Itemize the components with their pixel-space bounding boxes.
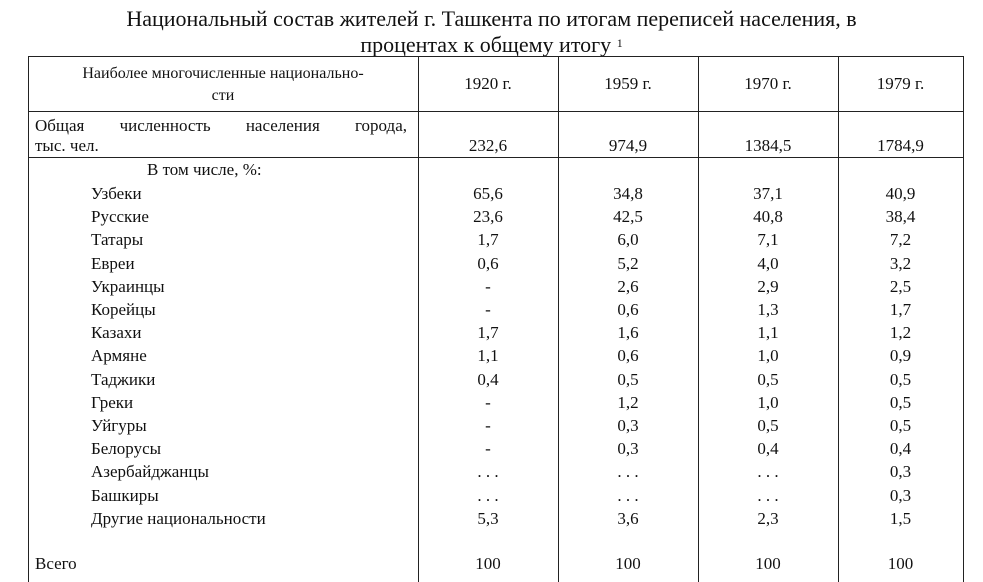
percentage-cell: 0,5 [757,370,779,389]
percentage-cell: 0,4 [477,370,499,389]
year-header-1979: 1979 г. [876,74,925,93]
percentage-cell: 1,6 [617,323,639,342]
nationality-label: Уйгуры [91,416,147,435]
percentage-cell: 7,2 [889,230,912,249]
census-table [28,56,964,582]
total-population-label-line-2: тыс. чел. [35,136,99,155]
percentage-cell: 0,3 [889,462,912,481]
footnote-marker: 1 [616,36,623,50]
percentage-cell: 1,2 [889,323,912,342]
percentage-cell: 5,2 [617,254,639,273]
nationality-header-line-2: сти [211,87,235,104]
percentage-cell: 0,6 [477,254,499,273]
percentage-cell: 40,9 [885,184,916,203]
total-population-1970: 1384,5 [744,136,792,155]
percentage-cell: 0,9 [889,346,912,365]
nationality-label: Другие национальности [91,509,266,528]
percentage-cell: 1,5 [889,509,912,528]
percentage-cell: 2,3 [757,509,779,528]
percentage-cell: . . . [617,462,639,481]
percentage-cell: - [485,416,491,435]
percentage-cell: 2,9 [757,277,779,296]
percentage-cell: 23,6 [473,207,503,226]
percentage-cell: 3,2 [889,254,912,273]
percentage-cell: 42,5 [613,207,643,226]
title-line-2-text: процентах к общему итогу [360,32,612,57]
percentage-cell: 2,6 [617,277,639,296]
nationality-label: Таджики [91,370,156,389]
percentage-cell: . . . [477,462,499,481]
percentage-cell: 40,8 [753,207,783,226]
nationality-label: Азербайджанцы [91,462,209,481]
total-population-label [35,116,407,156]
percentage-cell: 1,3 [757,300,779,319]
percentage-cell: 1,2 [617,393,639,412]
total-population-1959: 974,9 [608,136,648,155]
percentage-cell: 1,1 [757,323,779,342]
percentage-cell: - [485,300,491,319]
nationality-column-header [33,63,413,107]
percentage-cell: 0,4 [889,439,912,458]
nationality-label: Узбеки [91,184,142,203]
percentage-cell: 0,5 [757,416,779,435]
total-row-1979: 100 [887,554,914,573]
total-row-1959: 100 [615,554,641,573]
year-header-1959: 1959 г. [604,74,652,93]
percentage-cell: 3,6 [617,509,639,528]
percentage-cell: 0,6 [617,346,639,365]
percentage-cell: 38,4 [885,207,916,226]
total-row-1970: 100 [755,554,781,573]
percentage-cell: 0,5 [617,370,639,389]
nationality-label: Украинцы [91,277,165,296]
percentage-cell: 1,7 [477,230,499,249]
percentage-cell: 34,8 [613,184,643,203]
title-line-1: Национальный состав жителей г. Ташкента по итогам переписей населения, в [126,6,857,31]
percentage-cell: 5,3 [477,509,499,528]
row-divider [29,157,963,158]
percentage-cell: - [485,439,491,458]
percentage-cell: 1,7 [477,323,499,342]
percentage-cell: 0,3 [617,439,639,458]
percentage-cell: 6,0 [617,230,639,249]
nationality-label: Казахи [91,323,142,342]
subheader-including: В том числе, %: [147,160,262,179]
percentage-cell: 0,5 [889,370,912,389]
percentage-cell: 37,1 [753,184,783,203]
percentage-cell: 2,5 [889,277,912,296]
percentage-cell: 1,1 [477,346,499,365]
percentage-cell: . . . [477,486,499,505]
percentage-cell: 0,6 [617,300,639,319]
nationality-label: Евреи [91,254,135,273]
nationality-label: Башкиры [91,486,159,505]
percentage-cell: 0,3 [617,416,639,435]
percentage-cell: 0,3 [889,486,912,505]
percentage-cell: 65,6 [473,184,503,203]
percentage-cell: . . . [617,486,639,505]
percentage-cell: 0,5 [889,416,912,435]
percentage-cell: 0,5 [889,393,912,412]
percentage-cell: . . . [757,486,779,505]
nationality-label: Белорусы [91,439,162,458]
row-divider [29,111,963,112]
nationality-label: Корейцы [91,300,156,319]
percentage-cell: 0,4 [757,439,779,458]
title-line-2 [0,32,983,58]
year-header-1970: 1970 г. [744,74,792,93]
year-header-1920: 1920 г. [464,74,512,93]
percentage-cell: 1,0 [757,393,779,412]
total-population-1920: 232,6 [468,136,508,155]
nationality-label: Русские [91,207,149,226]
total-row-label: Всего [35,554,77,573]
percentage-cell: . . . [757,462,779,481]
percentage-cell: 1,7 [889,300,912,319]
percentage-cell: - [485,277,491,296]
percentage-cell: - [485,393,491,412]
percentage-cell: 4,0 [757,254,779,273]
total-population-label-line-1: Общая численность населения города, [35,116,407,135]
nationality-label: Армяне [91,346,147,365]
percentage-cell: 1,0 [757,346,779,365]
total-population-1979: 1784,9 [877,136,924,155]
total-row-1920: 100 [475,554,501,573]
nationality-label: Греки [91,393,134,412]
nationality-header-line-1: Наиболее многочисленные национально- [82,65,364,82]
percentage-cell: 7,1 [757,230,779,249]
nationality-label: Татары [91,230,144,249]
table-title [0,6,983,58]
